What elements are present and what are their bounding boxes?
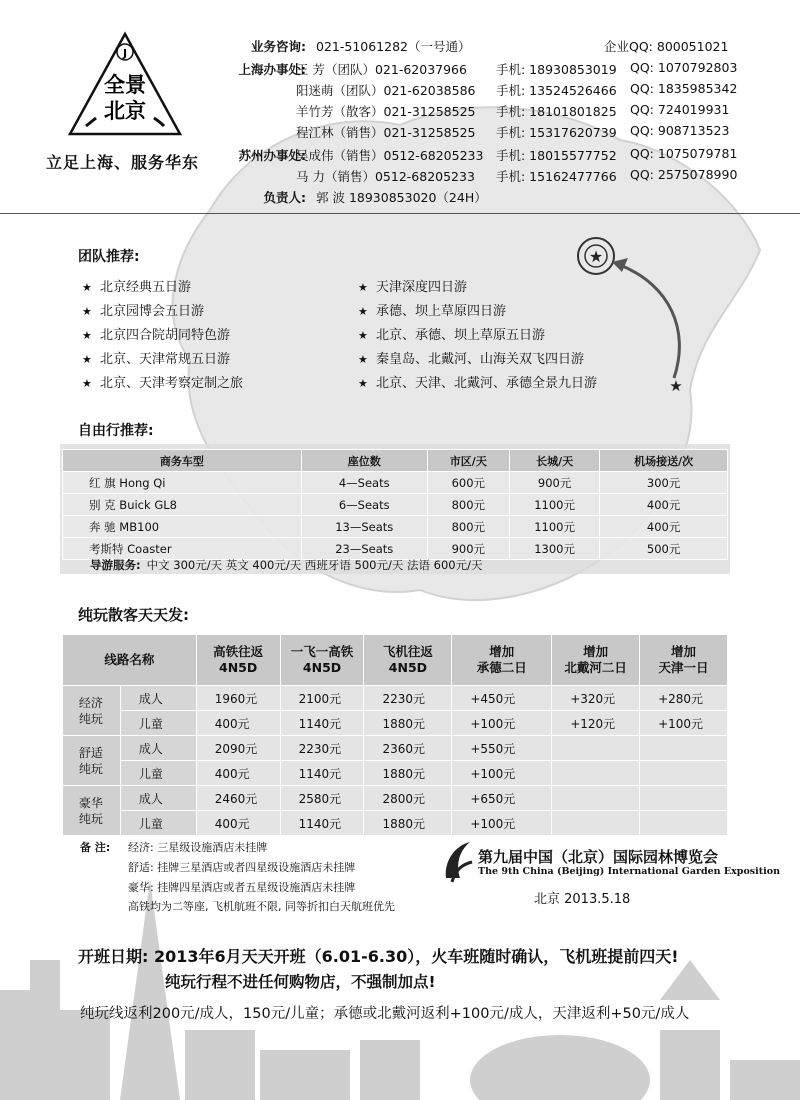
star-icon: ★ [358,305,368,318]
contact-qq: QQ: 908713523 [630,123,730,138]
table-row: 儿童 400元 1140元 1880元 +100元 +120元 +100元 [63,711,728,736]
note-item: 豪华: 挂牌四星酒店或者五星级设施酒店未挂牌 [128,881,356,894]
table-row: 别 克 Buick GL8 6—Seats 800元 1100元 400元 [63,494,728,516]
star-icon: ★ [358,329,368,342]
column-header: 线路名称 [63,635,197,686]
column-header: 增加 天津一日 [640,635,728,686]
tour-item: ★ 天津深度四日游 [358,280,468,295]
logo-line2: 北京 [104,99,146,123]
note-item: 舒适: 挂牌三星酒店或者四星级设施酒店未挂牌 [128,861,356,874]
beijing-star-icon: ★ [588,247,604,266]
tour-item: ★ 秦皇岛、北戴河、山海关双飞四日游 [358,352,585,367]
column-header: 座位数 [301,450,427,472]
star-icon: ★ [82,377,92,390]
star-icon: ★ [82,281,92,294]
launch-info [78,944,679,967]
contact-name: 吴成伟（销售）0512-68205233 [296,148,484,163]
logo-line1: 全景 [104,73,146,97]
table-row: 经济 纯玩 成人 1960元 2100元 2230元 +450元 +320元 +280元 [63,686,728,711]
logo [66,30,184,138]
expo-banner [440,838,780,907]
company-qq: 企业QQ: 800051021 [604,39,729,54]
column-header: 市区/天 [427,450,509,472]
rebate-info: 纯玩线返利200元/成人，150元/儿童；承德或北戴河返利+100元/成人，天津返利+50元/成人 [80,1006,690,1022]
contact-qq: QQ: 1070792803 [630,60,738,75]
group-tours-title: 团队推荐: [78,249,140,265]
daily-tour-price-table [62,634,728,836]
note-item: 经济: 三星级设施酒店未挂牌 [128,841,268,854]
tour-item: ★ 北京、天津、北戴河、承德全景九日游 [358,376,598,391]
table-row: 舒适 纯玩 成人 2090元 2230元 2360元 +550元 [63,736,728,761]
expo-title-en: The 9th China (Beijing) International Garden Exposition [478,866,780,877]
expo-logo-icon [440,838,474,884]
contact-name: 马 力（销售）0512-68205233 [296,169,475,184]
contact-mobile: 手机: 13524526466 [496,83,617,98]
expo-title-cn: 第九届中国（北京）国际园林博览会 [478,848,719,866]
guide-label: 导游服务: [90,558,141,572]
tour-item: ★ 北京、承德、坝上草原五日游 [358,328,546,343]
free-travel-title: 自由行推荐: [78,423,154,439]
contact-name: 阳迷萌（团队）021-62038586 [296,83,476,98]
note-footnote: 高铁均为二等座, 飞机航班不限, 同等折扣白天航班优先 [128,900,395,913]
tour-item: ★ 承德、坝上草原四日游 [358,304,507,319]
column-header: 增加 承德二日 [452,635,552,686]
contact-mobile: 手机: 18101801825 [496,104,617,119]
daily-tours-title: 纯玩散客天天发: [78,606,189,624]
header-divider [0,213,800,214]
tour-item: ★ 北京园博会五日游 [82,304,205,319]
tour-item: ★ 北京经典五日游 [82,280,192,295]
tier-label: 豪华 纯玩 [63,786,121,836]
star-icon: ★ [358,377,368,390]
contact-mobile: 手机: 18930853019 [496,62,617,77]
contact-qq: QQ: 2575078990 [630,167,738,182]
contact-qq: QQ: 724019931 [630,102,730,117]
star-icon: ★ [82,305,92,318]
contact-mobile: 手机: 18015577752 [496,148,617,163]
guide-prices: 中文 300元/天 英文 400元/天 西班牙语 500元/天 法语 600元/天 [146,558,483,572]
contact-name: 程江林（销售）021-31258525 [296,125,476,140]
column-header: 飞机往返 4N5D [364,635,452,686]
column-header: 商务车型 [63,450,302,472]
logo-letter: J [122,47,128,60]
notes-label: 备 注: [80,841,111,854]
contact-qq: QQ: 1835985342 [630,81,738,96]
column-header: 机场接送/次 [600,450,728,472]
car-rental-table [62,449,728,560]
shanghai-office-label: 上海办事处: [238,62,306,77]
star-icon: ★ [82,353,92,366]
launch-text: 2013年6月天天开班（6.01-6.30），火车班随时确认，飞机班提前四天! [153,947,679,966]
column-header: 增加 北戴河二日 [552,635,640,686]
contact-mobile: 手机: 15162477766 [496,169,617,184]
slogan: 立足上海、服务华东 [46,153,200,172]
consult-label: 业务咨询: [251,39,306,54]
suzhou-office-label: 苏州办事处: [238,148,306,163]
tier-label: 经济 纯玩 [63,686,121,736]
star-icon: ★ [358,353,368,366]
star-icon: ★ [358,281,368,294]
contact-name: 羊竹芳（散客）021-31258525 [296,104,476,119]
expo-city-date: 北京 2013.5.18 [534,892,631,907]
column-header: 高铁往返 4N5D [196,635,280,686]
column-header: 一飞一高铁 4N5D [280,635,364,686]
tour-item: ★ 北京四合院胡同特色游 [82,328,231,343]
table-row: 儿童 400元 1140元 1880元 +100元 [63,761,728,786]
manager-contact: 郭 波 18930853020（24H） [316,190,487,205]
table-row: 奔 驰 MB100 13—Seats 800元 1100元 400元 [63,516,728,538]
shanghai-star-icon: ★ [669,377,683,395]
consult-phone: 021-51061282（一号通） [316,39,471,54]
manager-label: 负责人: [263,190,306,205]
table-row: 考斯特 Coaster 23—Seats 900元 1300元 500元 [63,538,728,560]
launch-label: 开班日期: [78,947,149,966]
guide-service [90,557,483,573]
contact-name: 王 芳（团队）021-62037966 [296,62,467,77]
column-header: 长城/天 [510,450,600,472]
contact-mobile: 手机: 15317620739 [496,125,617,140]
table-row: 豪华 纯玩 成人 2460元 2580元 2800元 +650元 [63,786,728,811]
contact-qq: QQ: 1075079781 [630,146,738,161]
no-shopping-note: 纯玩行程不进任何购物店，不强制加点! [165,973,436,991]
table-row: 儿童 400元 1140元 1880元 +100元 [63,811,728,836]
tier-label: 舒适 纯玩 [63,736,121,786]
star-icon: ★ [82,329,92,342]
table-row: 红 旗 Hong Qi 4—Seats 600元 900元 300元 [63,472,728,494]
tour-item: ★ 北京、天津常规五日游 [82,352,231,367]
tour-item: ★ 北京、天津考察定制之旅 [82,376,244,391]
